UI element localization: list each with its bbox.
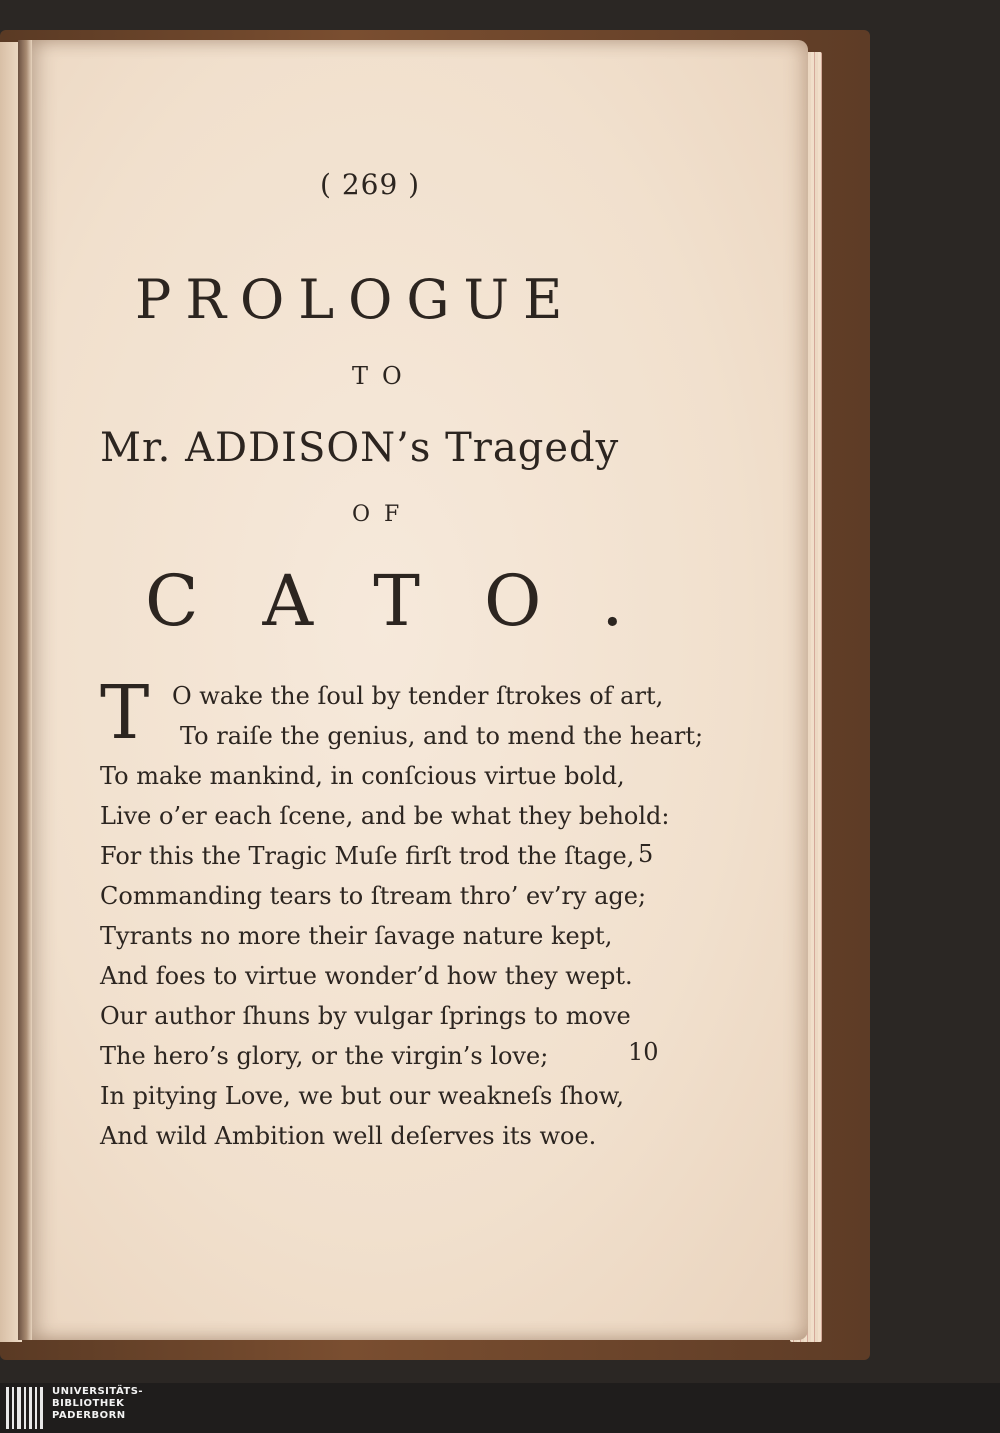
line-number: 10 [628,1038,659,1066]
verse-line: To raiſe the genius, and to mend the heart; [180,722,704,750]
library-name [52,1386,143,1422]
library-barcode-logo-icon [6,1387,46,1429]
verse-line: Live o’er each ſcene, and be what they behold: [100,802,670,830]
verse-line: The hero’s glory, or the virgin’s love; [100,1042,549,1070]
verse-line: In pitying Love, we but our weakneſs ſhow, [100,1082,625,1110]
page-number: ( 269 ) [320,168,421,201]
verse-line: For this the Tragic Muſe firſt trod the ſtage, [100,842,635,870]
title-to: TO [352,362,416,390]
verse-line: Our author ſhuns by vulgar ſprings to move [100,1002,631,1030]
verse-line: Commanding tears to ſtream thro’ ev’ry age; [100,882,647,910]
verse-line: To make mankind, in conſcious virtue bold, [100,762,625,790]
library-name-line: BIBLIOTHEK [52,1398,125,1409]
title-prologue: PROLOGUE [135,268,577,331]
verse-line: And foes to virtue wonder’d how they wept. [100,962,633,990]
drop-cap: T [100,670,150,756]
library-footer [0,1383,1000,1433]
verse-line: O wake the ſoul by tender ſtrokes of art, [172,682,664,710]
book-gutter [18,40,32,1340]
title-addison-tragedy: Mr. ADDISON’s Tragedy [100,425,620,471]
library-name-line: UNIVERSITÄTS- [52,1386,144,1397]
line-number: 5 [638,840,654,868]
library-name-line: PADERBORN [52,1410,126,1421]
title-of: OF [352,502,414,527]
title-cato: CATO. [145,560,688,642]
verse-line: And wild Ambition well deſerves its woe. [100,1122,597,1150]
verse-line: Tyrants no more their ſavage nature kept, [100,922,613,950]
